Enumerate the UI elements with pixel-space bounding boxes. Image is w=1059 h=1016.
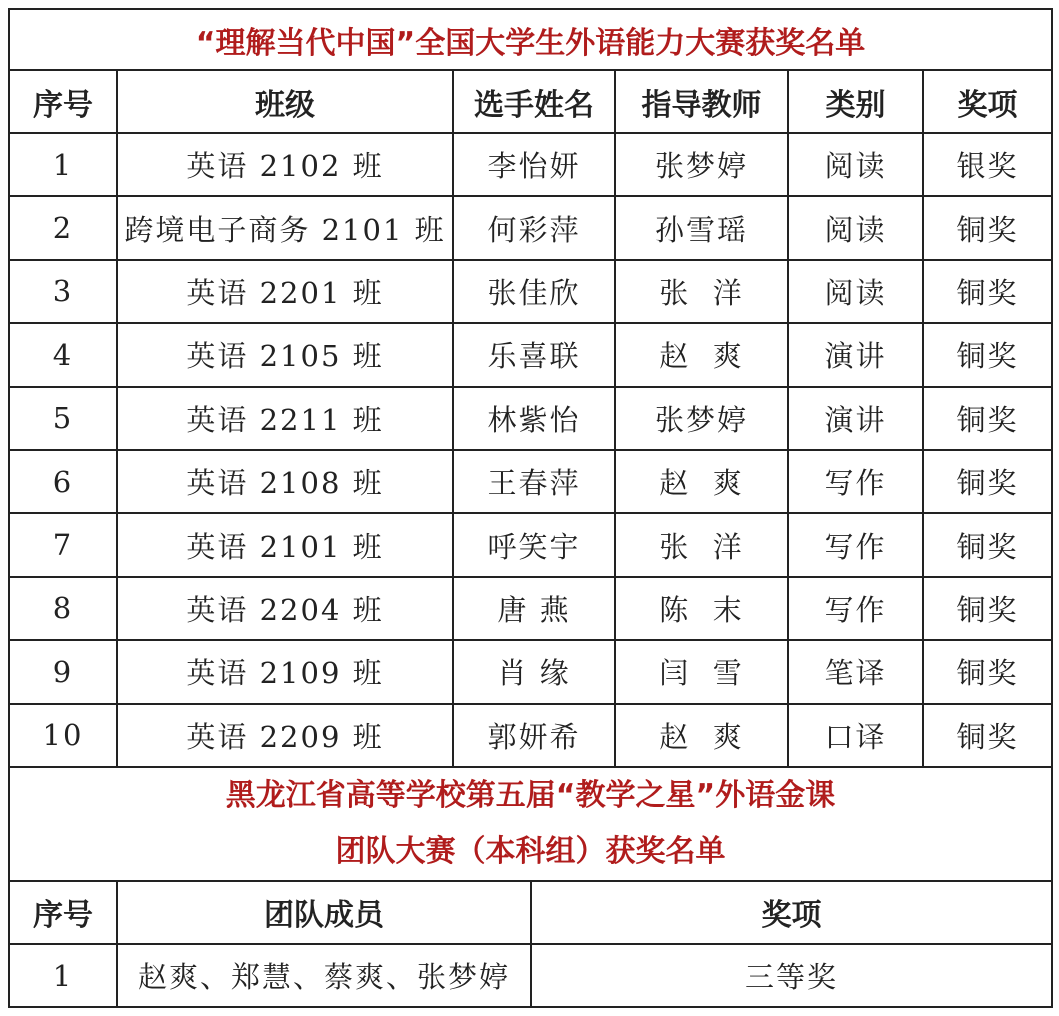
cell-instructor: 赵 爽 <box>616 451 789 514</box>
table2-title <box>10 768 1053 882</box>
table-row <box>10 514 1053 577</box>
header-index: 序号 <box>10 71 118 134</box>
cell-contestant: 唐 燕 <box>454 578 616 641</box>
table-row <box>10 578 1053 641</box>
cell-contestant: 李怡妍 <box>454 134 616 197</box>
cell-contestant: 乐喜联 <box>454 324 616 387</box>
cell-class: 英语 2211 班 <box>118 388 454 451</box>
cell-category: 阅读 <box>789 261 924 324</box>
cell-class: 英语 2105 班 <box>118 324 454 387</box>
cell-contestant: 郭妍希 <box>454 705 616 768</box>
cell-class: 英语 2204 班 <box>118 578 454 641</box>
award-document <box>8 8 1053 1008</box>
cell-award: 铜奖 <box>924 705 1053 768</box>
cell-index: 2 <box>10 197 118 260</box>
table1-title: “理解当代中国”全国大学生外语能力大赛获奖名单 <box>10 10 1053 71</box>
table-row <box>10 388 1053 451</box>
table-row <box>10 134 1053 197</box>
cell-contestant: 林紫怡 <box>454 388 616 451</box>
table2-header-row <box>10 882 1053 945</box>
cell-class: 英语 2109 班 <box>118 641 454 704</box>
cell-class: 英语 2108 班 <box>118 451 454 514</box>
cell-index: 1 <box>10 945 118 1008</box>
cell-category: 写作 <box>789 578 924 641</box>
cell-index: 7 <box>10 514 118 577</box>
table-row <box>10 945 1053 1008</box>
cell-class: 英语 2101 班 <box>118 514 454 577</box>
cell-award: 铜奖 <box>924 261 1053 324</box>
cell-instructor: 张梦婷 <box>616 388 789 451</box>
cell-instructor: 张梦婷 <box>616 134 789 197</box>
header-team-members: 团队成员 <box>118 882 532 945</box>
cell-instructor: 赵 爽 <box>616 324 789 387</box>
header-index: 序号 <box>10 882 118 945</box>
table1-body <box>10 134 1053 768</box>
table-row <box>10 261 1053 324</box>
cell-instructor: 张 洋 <box>616 514 789 577</box>
cell-class: 英语 2209 班 <box>118 705 454 768</box>
header-contestant: 选手姓名 <box>454 71 616 134</box>
cell-category: 演讲 <box>789 388 924 451</box>
cell-index: 1 <box>10 134 118 197</box>
cell-index: 5 <box>10 388 118 451</box>
cell-class: 英语 2201 班 <box>118 261 454 324</box>
cell-category: 阅读 <box>789 134 924 197</box>
header-category: 类别 <box>789 71 924 134</box>
cell-instructor: 张 洋 <box>616 261 789 324</box>
cell-class: 英语 2102 班 <box>118 134 454 197</box>
cell-index: 6 <box>10 451 118 514</box>
cell-award: 铜奖 <box>924 388 1053 451</box>
cell-award: 铜奖 <box>924 324 1053 387</box>
table-row <box>10 451 1053 514</box>
cell-category: 写作 <box>789 514 924 577</box>
table2-title-line1: 黑龙江省高等学校第五届“教学之星”外语金课 <box>225 777 836 813</box>
cell-award: 铜奖 <box>924 514 1053 577</box>
cell-instructor: 赵 爽 <box>616 705 789 768</box>
cell-instructor: 闫 雪 <box>616 641 789 704</box>
table-row <box>10 324 1053 387</box>
cell-index: 4 <box>10 324 118 387</box>
cell-award: 铜奖 <box>924 578 1053 641</box>
cell-award: 铜奖 <box>924 451 1053 514</box>
cell-index: 9 <box>10 641 118 704</box>
table1-header-row <box>10 71 1053 134</box>
cell-instructor: 陈 末 <box>616 578 789 641</box>
header-class: 班级 <box>118 71 454 134</box>
header-award: 奖项 <box>532 882 1053 945</box>
cell-contestant: 张佳欣 <box>454 261 616 324</box>
cell-award: 三等奖 <box>532 945 1053 1008</box>
cell-index: 3 <box>10 261 118 324</box>
cell-team-members: 赵爽、郑慧、蔡爽、张梦婷 <box>118 945 532 1008</box>
cell-category: 写作 <box>789 451 924 514</box>
table-row <box>10 641 1053 704</box>
cell-award: 铜奖 <box>924 641 1053 704</box>
cell-contestant: 王春萍 <box>454 451 616 514</box>
cell-index: 8 <box>10 578 118 641</box>
table-row <box>10 197 1053 260</box>
table-row <box>10 705 1053 768</box>
cell-category: 演讲 <box>789 324 924 387</box>
cell-contestant: 何彩萍 <box>454 197 616 260</box>
table2-title-line2: 团队大赛（本科组）获奖名单 <box>335 833 726 869</box>
cell-index: 10 <box>10 705 118 768</box>
header-instructor: 指导教师 <box>616 71 789 134</box>
cell-award: 铜奖 <box>924 197 1053 260</box>
cell-contestant: 呼笑宇 <box>454 514 616 577</box>
cell-contestant: 肖 缘 <box>454 641 616 704</box>
cell-class: 跨境电子商务 2101 班 <box>118 197 454 260</box>
header-award: 奖项 <box>924 71 1053 134</box>
cell-category: 笔译 <box>789 641 924 704</box>
cell-award: 银奖 <box>924 134 1053 197</box>
cell-instructor: 孙雪瑶 <box>616 197 789 260</box>
cell-category: 口译 <box>789 705 924 768</box>
cell-category: 阅读 <box>789 197 924 260</box>
table2-body <box>10 945 1053 1008</box>
